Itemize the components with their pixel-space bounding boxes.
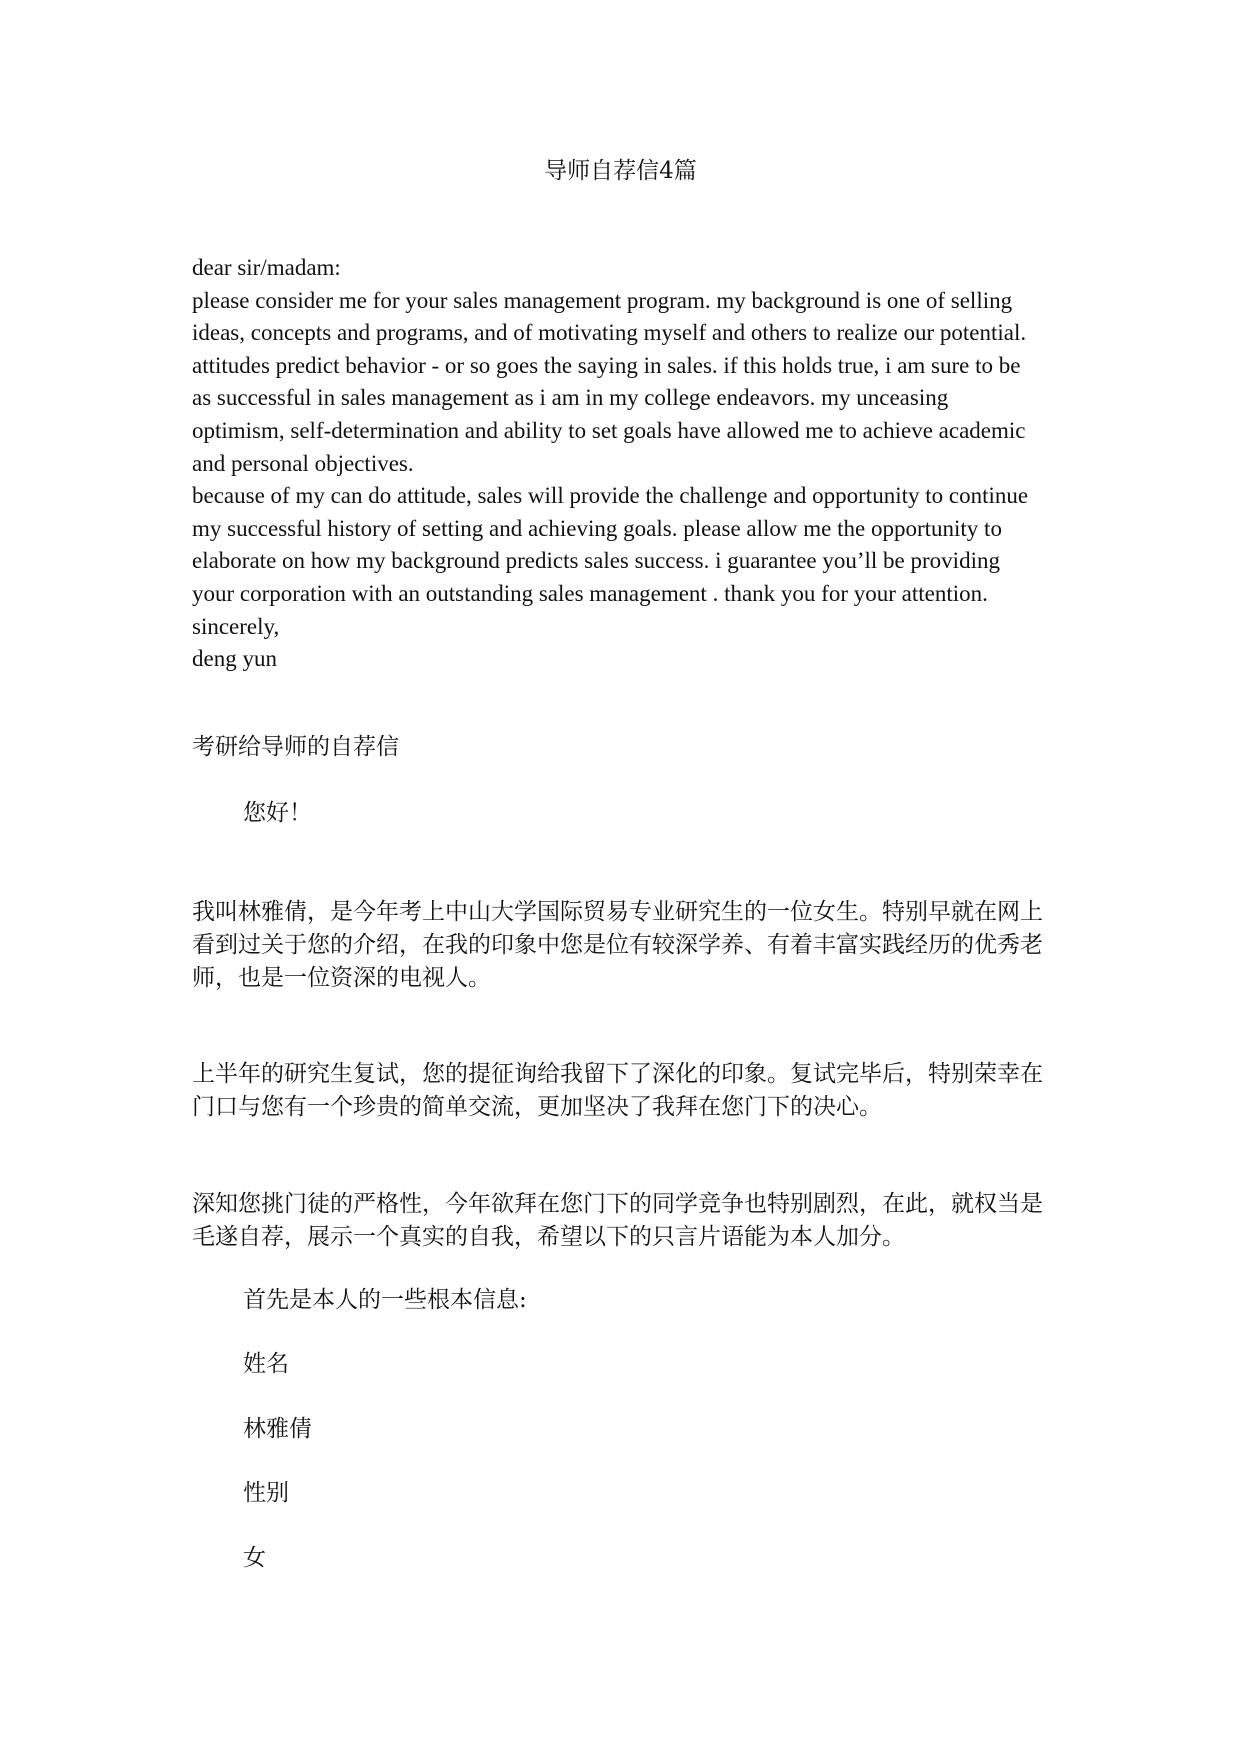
document-title: 导师自荐信4篇	[544, 158, 697, 184]
chinese-paragraph-3: 深知您挑门徒的严格性，今年欲拜在您门下的同学竞争也特别剧烈，在此，就权当是毛遂自荐，展示一个真实的自我，希望以下的只言片语能为本人加分。	[192, 1191, 1043, 1250]
english-letter	[192, 252, 1042, 676]
chinese-heading: 考研给导师的自荐信	[192, 734, 399, 760]
info-intro: 首先是本人的一些根本信息:	[243, 1287, 527, 1313]
chinese-paragraph-2: 上半年的研究生复试，您的提征询给我留下了深化的印象。复试完毕后，特别荣幸在门口与您有一个珍贵的简单交流，更加坚决了我拜在您门下的决心。	[192, 1061, 1043, 1120]
chinese-paragraph-1: 我叫林雅倩，是今年考上中山大学国际贸易专业研究生的一位女生。特别早就在网上看到过关于您的介绍，在我的印象中您是位有较深学养、有着丰富实践经历的优秀老师，也是一位资深的电视人。	[192, 899, 1043, 991]
gender-label: 性别	[243, 1480, 289, 1506]
english-paragraph-3: because of my can do attitude, sales will provide the challenge and opportunity to continue my successful history of setting and achieving goals. please allow me the opportunity to elaborate on how my background predicts sales success. i guarantee you’ll be providing your corporation with an outstanding sales management . thank you for your attention.	[192, 483, 1029, 606]
name-value: 林雅倩	[243, 1416, 312, 1442]
english-closing: sincerely,	[192, 613, 280, 639]
english-signature: deng yun	[192, 646, 277, 672]
gender-value: 女	[243, 1545, 266, 1571]
name-label: 姓名	[243, 1351, 289, 1377]
english-salutation: dear sir/madam:	[192, 255, 341, 280]
english-paragraph-1: please consider me for your sales management program. my background is one of selling ideas, concepts and programs, and of motivating myself and others to realize our potential.	[192, 287, 1027, 346]
chinese-greeting: 您好！	[243, 800, 312, 826]
english-paragraph-2: attitudes predict behavior - or so goes the saying in sales. if this holds true, i am sure to be as successful in sales management as i am in my college endeavors. my unceasing optimism, self-determination and ability to set goals have allowed me to achieve academic and personal objectives.	[192, 352, 1026, 476]
